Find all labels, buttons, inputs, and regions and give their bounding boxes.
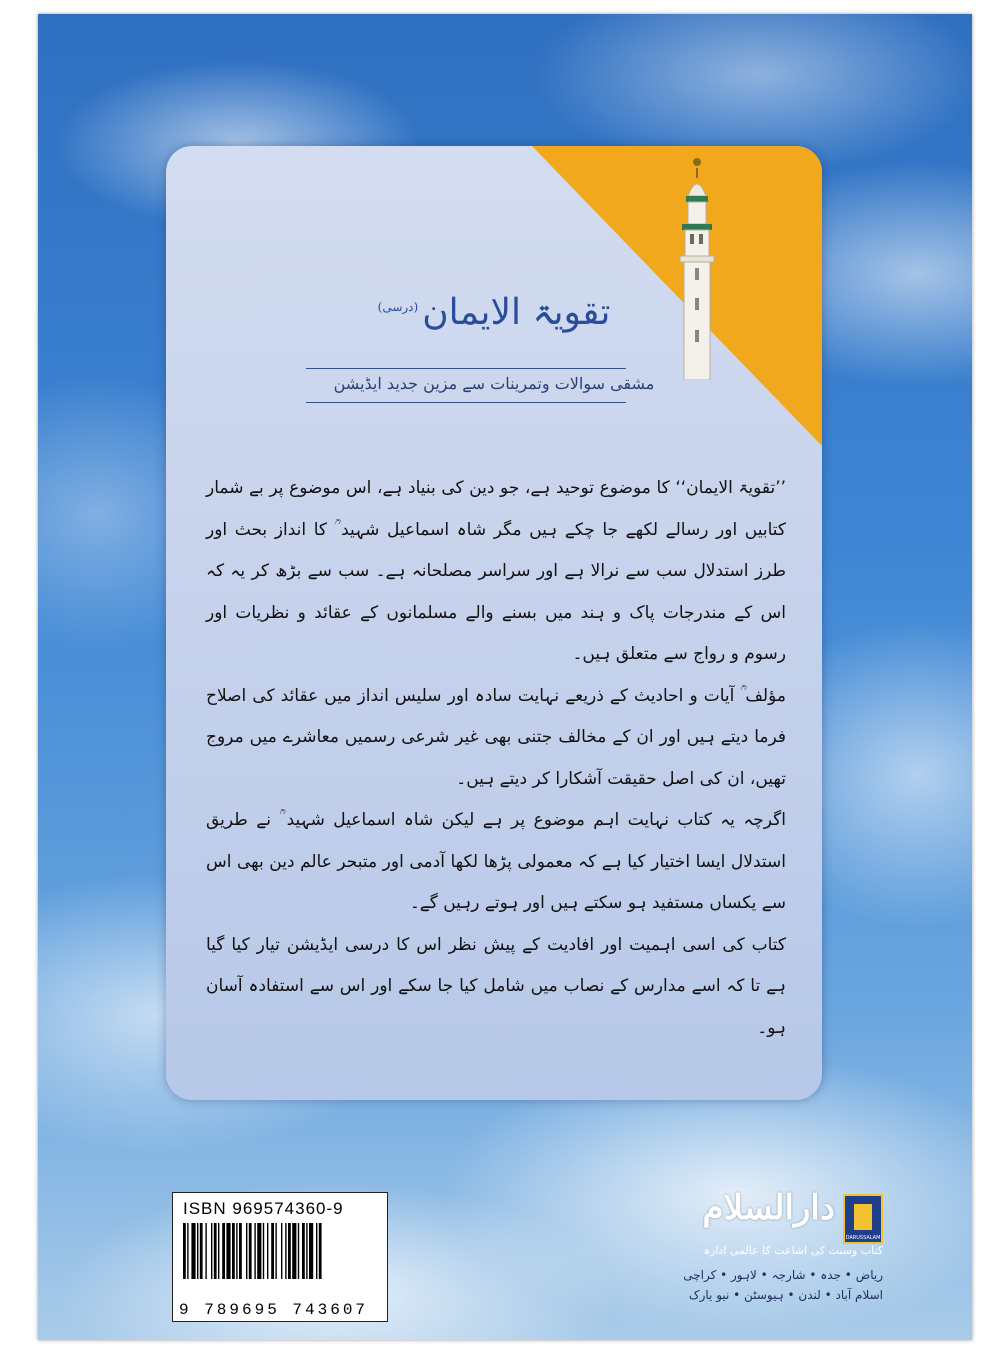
publisher-name: دارالسلام xyxy=(702,1188,835,1228)
text-panel xyxy=(166,146,822,1100)
title-text: تقویۃ الایمان xyxy=(422,292,611,333)
blurb-paragraph: اگرچہ یہ کتاب نہایت اہم موضوع پر ہے لیکن شاہ اسماعیل شہید ؒ نے طریق استدلال ایسا اختیار کیا ہے کہ معمولی پڑھا لکھا آدمی اور متبحر عالم دین بھی اس سے یکساں مستفید ہو سکتے ہیں اور ہوتے رہیں گے۔ xyxy=(206,810,786,913)
divider xyxy=(306,368,626,369)
minaret-icon xyxy=(666,158,746,380)
book-title xyxy=(166,292,822,333)
publisher-block xyxy=(653,1188,883,1306)
barcode-icon xyxy=(181,1223,377,1297)
logo-book-shape xyxy=(854,1204,872,1230)
book-subtitle: مشقی سوالات وتمرینات سے مزین جدید ایڈیشن xyxy=(333,374,655,393)
blurb-paragraph: ’’تقویۃ الایمان‘‘ کا موضوع توحید ہے، جو دین کی بنیاد ہے، اس موضوع پر بے شمار کتابیں اور رسالے لکھے جا چکے ہیں مگر شاہ اسماعیل شہید ؒ کا انداز بحث اور طرز استدلال سب سے نرالا ہے اور سراسر مصلحانہ ہے۔ سب سے بڑھ کر یہ کہ اس کے مندرجات پاک و ہند میں بسنے والے مسلمانوں کے عقائد و نظریات اور رسوم و رواج سے متعلق ہیں۔ xyxy=(206,478,786,664)
blurb-paragraph: مؤلف ؒ آیات و احادیث کے ذریعے نہایت سادہ اور سلیس انداز میں عقائد کی اصلاح فرما دیتے ہیں اور ان کے مخالف جتنی بھی غیر شرعی رسمیں معاشرے میں مروج تھیں، ان کی اصل حقیقت آشکارا کر دیتے ہیں۔ xyxy=(206,685,786,789)
title-tag: (درسی) xyxy=(377,300,419,314)
publisher-cities: ریاض • جدہ • شارجہ • لاہور • کراچی xyxy=(683,1268,883,1282)
isbn-barcode-box xyxy=(172,1192,388,1322)
book-back-cover xyxy=(38,14,972,1340)
publisher-logo-icon xyxy=(843,1194,883,1244)
blurb-paragraph: کتاب کی اسی اہمیت اور افادیت کے پیش نظر اس کا درسی ایڈیشن تیار کیا گیا ہے تا کہ اسے مدارس کے نصاب میں شامل کیا جا سکے اور اس سے استفادہ آسان ہو۔ xyxy=(206,934,786,1038)
publisher-cities: اسلام آباد • لندن • ہیوسٹن • نیو یارک xyxy=(688,1288,883,1302)
logo-caption: DARUSSALAM xyxy=(845,1235,881,1241)
barcode-digits: 9 789695 743607 xyxy=(179,1301,369,1319)
isbn-label: ISBN 969574360-9 xyxy=(183,1199,344,1218)
divider xyxy=(306,402,626,403)
blurb xyxy=(206,468,786,1049)
publisher-tagline: کتاب وسنت کی اشاعت کا عالمی ادارہ xyxy=(703,1244,883,1257)
